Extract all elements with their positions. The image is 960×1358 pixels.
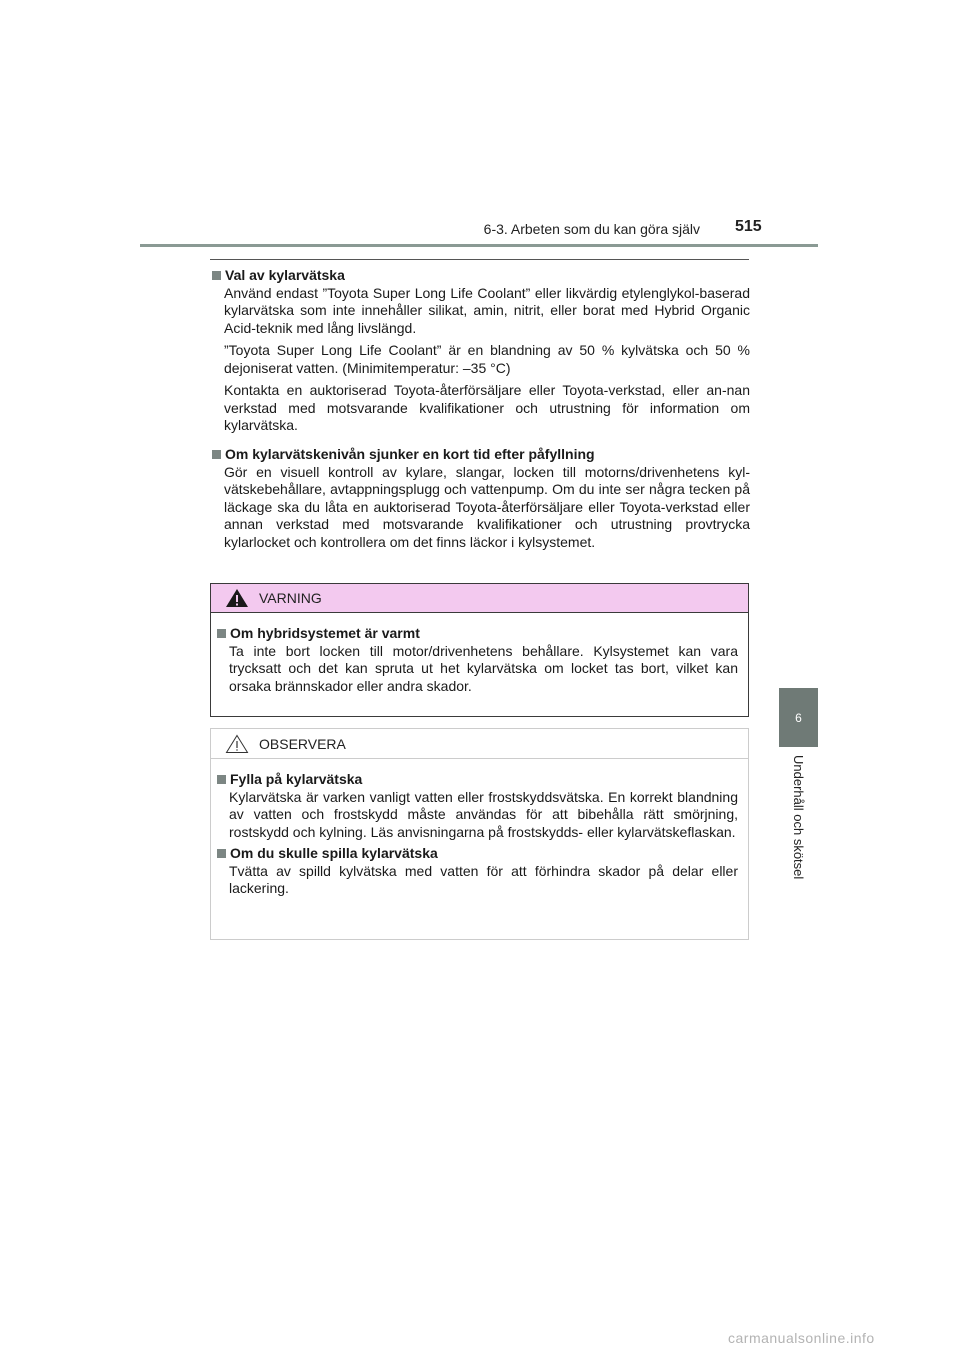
notice-box <box>210 728 749 940</box>
chapter-number: 6 <box>795 710 802 725</box>
notice-heading: Fylla på kylarvätska <box>215 771 738 789</box>
square-bullet-icon <box>212 271 221 280</box>
section-heading: Om kylarvätskenivån sjunker en kort tid efter påfyllning <box>210 446 750 464</box>
warning-header <box>211 584 748 613</box>
warning-label: VARNING <box>259 590 322 606</box>
square-bullet-icon <box>212 450 221 459</box>
warning-text: Ta inte bort locken till motor/drivenhetens behållare. Kylsystemet kan vara trycksatt och det kan spruta ut het kylarvätska om locket tas bort, vilket kan orsaka brännskador eller andra skador. <box>229 642 738 694</box>
paragraph: Gör en visuell kontroll av kylare, slangar, locken till motorns/drivenhetens kyl-vätskebehållare, avtappningsplugg och vattenpump. Om du inte ser några tecken på läckage ska du låta en auktoriserad Toyota-återförsäljare eller Toyota-verkstad eller annan verkstad med motsvarande kvalifikationer och utrustning provtrycka kylarlocket och kontrollera om det finns läckor i kylsystemet. <box>224 463 750 550</box>
warning-box <box>210 583 749 717</box>
square-bullet-icon <box>217 849 226 858</box>
section-coolant-level-drop <box>210 446 750 556</box>
notice-heading: Om du skulle spilla kylarvätska <box>215 845 738 863</box>
warning-heading: Om hybridsystemet är varmt <box>215 625 738 643</box>
section-title: 6-3. Arbeten som du kan göra själv <box>483 221 700 237</box>
page-number: 515 <box>735 218 762 235</box>
caution-triangle-icon <box>225 734 249 754</box>
square-bullet-icon <box>217 629 226 638</box>
paragraph: Använd endast ”Toyota Super Long Life Coolant” eller likvärdig etylenglykol-baserad kylarvätska som inte innehåller silikat, amin, nitrit, eller borat med Hybrid Organic Acid-teknik med lång livslängd. <box>224 284 750 336</box>
paragraph: Kontakta en auktoriserad Toyota-återförsäljare eller Toyota-verkstad, eller an-nan verkstad med motsvarande kvalifikationer och utrustning för information om kylarvätska. <box>224 382 750 433</box>
chapter-tab[interactable] <box>779 688 818 747</box>
paragraph: ”Toyota Super Long Life Coolant” är en blandning av 50 % kylvätska och 50 % dejoniserat vatten. (Minimitemperatur: –35 °C) <box>224 342 750 376</box>
notice-text: Tvätta av spilld kylvätska med vatten för att förhindra skador på delar eller lackering. <box>229 862 738 896</box>
notice-text: Kylarvätska är varken vanligt vatten eller frostskyddsvätska. En korrekt blandning av vatten och frostskydd måste användas för att bibehålla rätt smörjning, rostskydd och kylning. Läs anvisningarna på frostskydds- eller kylarvätskeflaskan. <box>229 788 738 840</box>
section-coolant-choice <box>210 267 750 440</box>
square-bullet-icon <box>217 775 226 784</box>
watermark: carmanualsonline.info <box>728 1330 875 1346</box>
notice-label: OBSERVERA <box>259 735 346 752</box>
content-divider <box>210 259 749 260</box>
section-heading: Val av kylarvätska <box>210 267 750 285</box>
notice-header <box>211 729 748 759</box>
header-divider <box>140 244 818 247</box>
warning-triangle-icon <box>225 588 249 608</box>
chapter-label: Underhåll och skötsel <box>791 755 806 880</box>
